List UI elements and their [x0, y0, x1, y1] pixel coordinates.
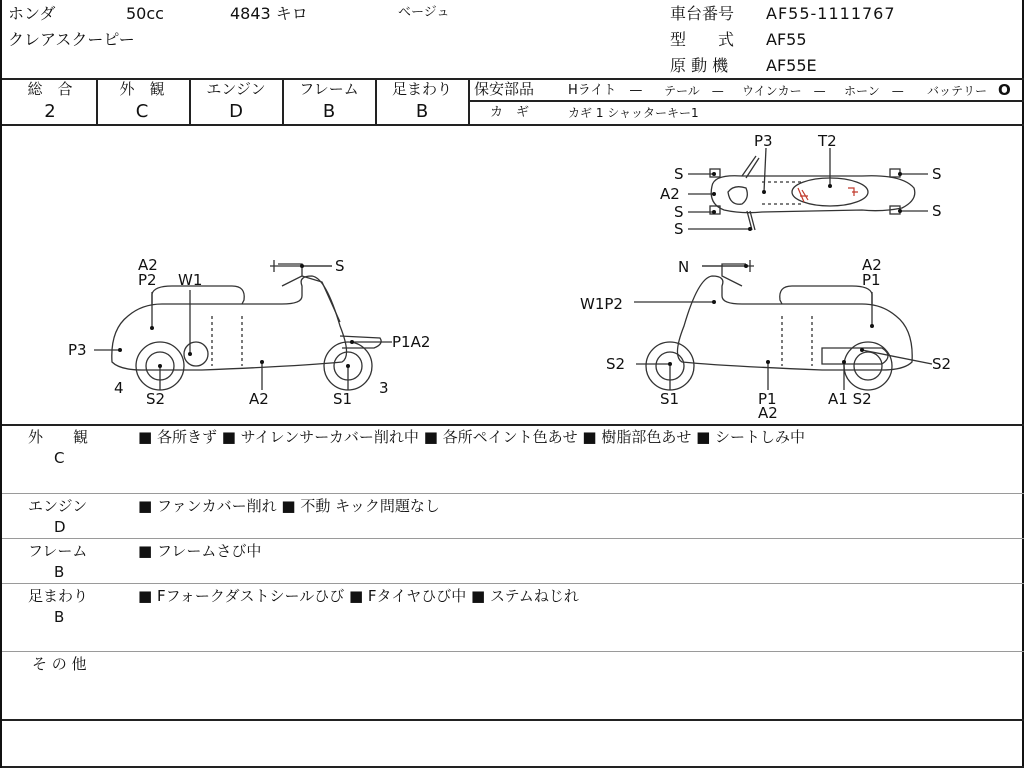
divider [96, 78, 98, 125]
note-suspension-text: ■ Fフォークダストシールひび ■ Fタイヤひび中 ■ ステムねじれ [138, 587, 579, 605]
grade-total-label: 総 合 [27, 80, 73, 98]
label-a2-top: A2 [660, 185, 680, 203]
label-p1-bottom-right: P1 [758, 390, 777, 408]
note-suspension-grade: B [54, 608, 65, 626]
grade-suspension-value: B [415, 101, 429, 122]
label-w1-left: W1 [178, 271, 203, 289]
label-s-left: S [335, 257, 345, 275]
grade-exterior-value: C [135, 101, 149, 122]
scooter-top-view [688, 148, 928, 230]
type-label: 型 式 [670, 30, 735, 49]
scooter-right-view [634, 256, 932, 390]
note-other-section: そ の 他 [32, 655, 87, 673]
displacement: 50cc [126, 4, 164, 23]
label-s2-right-right: S2 [932, 355, 952, 373]
divider [468, 78, 470, 125]
label-s2-left: S2 [146, 390, 166, 408]
label-s-top-4: S [932, 165, 942, 183]
divider [189, 78, 191, 125]
label-s1-right: S1 [660, 390, 680, 408]
chassis-label: 車台番号 [670, 4, 735, 23]
label-a2-right: A2 [862, 256, 882, 274]
grade-engine-label: エンジン [206, 80, 266, 98]
headlight-status: Hライト — [568, 83, 643, 98]
divider [2, 538, 1024, 539]
label-4-left: 4 [114, 379, 124, 397]
label-n-right: N [678, 258, 690, 276]
engine-label: 原 動 機 [670, 56, 729, 75]
divider [469, 100, 1024, 102]
taillight-status: テール — [664, 84, 724, 98]
label-a2-bottom-right: A2 [758, 404, 778, 422]
divider [2, 719, 1024, 721]
note-suspension-section: 足まわり [28, 587, 89, 605]
divider [2, 651, 1024, 652]
label-s-top-3: S [674, 220, 684, 238]
label-p3-top: P3 [754, 132, 773, 150]
label-t2-top: T2 [818, 132, 837, 150]
label-s-top-2: S [674, 203, 684, 221]
grade-engine-value: D [229, 101, 243, 122]
label-s-top-5: S [932, 202, 942, 220]
divider [2, 766, 1024, 768]
divider [2, 424, 1024, 426]
winker-status: ウインカー — [742, 84, 826, 98]
label-s-top-1: S [674, 165, 684, 183]
note-frame-text: ■ フレームさび中 [138, 542, 262, 560]
note-frame-grade: B [54, 563, 65, 581]
label-3-left: 3 [379, 379, 389, 397]
mileage: 4843 キロ [230, 4, 308, 23]
grade-suspension-label: 足まわり [391, 80, 452, 98]
model-name: クレアスクーピー [8, 30, 135, 49]
note-exterior-section: 外 観 [28, 428, 89, 446]
note-engine-text: ■ ファンカバー削れ ■ 不動 キック問題なし [138, 497, 440, 515]
key-label: カ ギ [490, 105, 530, 120]
divider [375, 78, 377, 125]
type-value: AF55 [766, 30, 807, 49]
label-a2-bottom-left: A2 [249, 390, 269, 408]
label-s1-left: S1 [333, 390, 353, 408]
label-p1a2-left: P1A2 [392, 333, 431, 351]
label-p1-right: P1 [862, 271, 881, 289]
label-a2-left: A2 [138, 256, 158, 274]
divider [2, 583, 1024, 584]
battery-label: バッテリー [927, 84, 988, 98]
note-exterior-grade: C [54, 449, 65, 467]
engine-value: AF55E [766, 56, 817, 75]
grade-total-value: 2 [44, 101, 56, 122]
divider [2, 493, 1024, 494]
note-frame-section: フレーム [28, 542, 88, 560]
label-w1p2-right: W1P2 [580, 295, 623, 313]
label-s2-right-left: S2 [606, 355, 626, 373]
maker: ホンダ [8, 4, 56, 23]
chassis-value: AF55-1111767 [766, 4, 896, 23]
body-color: ベージュ [398, 5, 450, 20]
horn-status: ホーン — [844, 84, 904, 98]
divider [282, 78, 284, 125]
label-p3-left: P3 [68, 341, 87, 359]
damage-marks-top [798, 188, 858, 202]
grade-frame-label: フレーム [299, 80, 359, 98]
note-engine-grade: D [54, 518, 66, 536]
key-value: カギ 1 シャッターキー1 [568, 106, 699, 120]
grade-exterior-label: 外 観 [119, 80, 165, 98]
safety-label: 保安部品 [474, 80, 535, 98]
label-a1s2-right: A1 S2 [828, 390, 872, 408]
note-engine-section: エンジン [28, 497, 88, 515]
grade-frame-value: B [322, 101, 336, 122]
battery-mark: O [998, 81, 1011, 99]
note-exterior-text: ■ 各所きず ■ サイレンサーカバー削れ中 ■ 各所ペイント色あせ ■ 樹脂部色あせ ■ シートしみ中 [138, 428, 806, 446]
label-p2-left: P2 [138, 271, 157, 289]
